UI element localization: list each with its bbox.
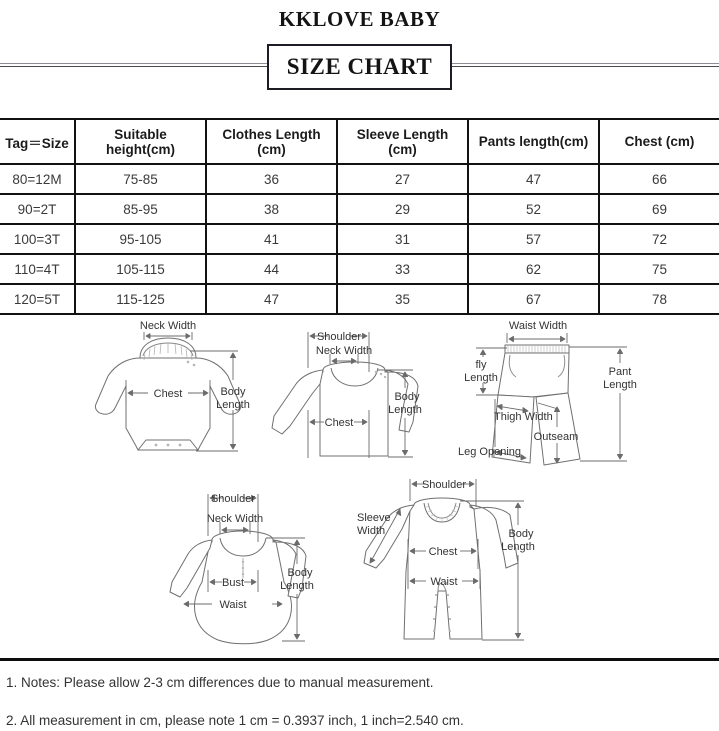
cell-pants-length: 47	[468, 164, 599, 194]
cell-suitable-height: 115-125	[75, 284, 206, 314]
dress-label-waist: Waist	[219, 599, 247, 611]
cell-suitable-height: 105-115	[75, 254, 206, 284]
table-body	[0, 164, 719, 314]
cell-clothes-length: 41	[206, 224, 337, 254]
decorative-rule-right	[450, 63, 719, 70]
column-header-pants-length: Pants length(cm)	[468, 119, 599, 164]
shirt-label-shoulder: Shoulder	[316, 331, 362, 343]
cell-sleeve-length: 31	[337, 224, 468, 254]
onesie-label-neck-width: Neck Width	[139, 320, 197, 332]
cell-sleeve-length: 35	[337, 284, 468, 314]
romper-label-sleeve: Sleeve	[357, 512, 391, 524]
cell-chest: 78	[599, 284, 719, 314]
footer-divider	[0, 658, 719, 661]
table-row	[0, 164, 719, 194]
dress-label-bust: Bust	[221, 577, 245, 589]
cell-tag-size: 80=12M	[0, 164, 75, 194]
table-row	[0, 224, 719, 254]
size-table	[0, 118, 719, 315]
cell-tag-size: 100=3T	[0, 224, 75, 254]
column-header-chest: Chest (cm)	[599, 119, 719, 164]
pants-label-fly: fly	[475, 359, 487, 371]
shirt-label-neck-width: Neck Width	[315, 345, 373, 357]
page-title: SIZE CHART	[286, 54, 433, 79]
brand-title: KKLOVE BABY	[278, 7, 441, 31]
footer-notes	[0, 662, 719, 729]
cell-suitable-height: 95-105	[75, 224, 206, 254]
cell-pants-length: 67	[468, 284, 599, 314]
footer-note-1: 1. Notes: Please allow 2-3 cm differences due to manual measurement.	[6, 675, 434, 690]
size-table-container	[0, 118, 719, 315]
cell-clothes-length: 47	[206, 284, 337, 314]
size-chart-title-box	[267, 44, 452, 90]
dress-label-length: Length	[280, 580, 314, 592]
column-header-tag-size: Tag＝Size	[0, 119, 75, 164]
long-sleeve-shirt-diagram	[268, 318, 448, 478]
pants-label-outseam: Outseam	[533, 431, 579, 443]
cell-clothes-length: 38	[206, 194, 337, 224]
onesie-label-length: Length	[216, 399, 250, 411]
cell-chest: 66	[599, 164, 719, 194]
column-header-sleeve-length: Sleeve Length (cm)	[337, 119, 468, 164]
romper-label-length: Length	[501, 541, 535, 553]
table-header-row	[0, 119, 719, 164]
cell-sleeve-length: 33	[337, 254, 468, 284]
shirt-label-body: Body	[394, 391, 420, 403]
cell-pants-length: 52	[468, 194, 599, 224]
cell-sleeve-length: 27	[337, 164, 468, 194]
shirt-label-chest: Chest	[324, 417, 354, 429]
cell-tag-size: 110=4T	[0, 254, 75, 284]
table-header	[0, 119, 719, 164]
pants-label-thigh-width: Thigh Width	[494, 411, 553, 423]
onesie-label-chest: Chest	[153, 388, 183, 400]
cell-suitable-height: 85-95	[75, 194, 206, 224]
cell-tag-size: 90=2T	[0, 194, 75, 224]
table-row	[0, 254, 719, 284]
decorative-rule-left	[0, 63, 272, 70]
dress-label-neck-width: Neck Width	[206, 513, 264, 525]
shirt-label-length: Length	[388, 404, 422, 416]
cell-chest: 69	[599, 194, 719, 224]
dress-label-shoulder: Shoulder	[210, 493, 256, 505]
column-header-clothes-length: Clothes Length (cm)	[206, 119, 337, 164]
cell-chest: 72	[599, 224, 719, 254]
table-row	[0, 284, 719, 314]
dress-label-body: Body	[287, 567, 313, 579]
cell-pants-length: 62	[468, 254, 599, 284]
cell-sleeve-length: 29	[337, 194, 468, 224]
cell-suitable-height: 75-85	[75, 164, 206, 194]
pants-label-pant-length: Length	[603, 379, 637, 391]
romper-label-chest: Chest	[428, 546, 458, 558]
cell-chest: 75	[599, 254, 719, 284]
footer-note-2: 2. All measurement in cm, please note 1 cm = 0.3937 inch, 1 inch=2.540 cm.	[6, 713, 464, 729]
pants-diagram	[452, 315, 652, 480]
romper-label-sleeve-width: Width	[357, 525, 386, 537]
dress-diagram	[160, 478, 350, 653]
pants-label-fly-length: Length	[464, 372, 498, 384]
onesie-label-body: Body	[220, 386, 246, 398]
cell-clothes-length: 44	[206, 254, 337, 284]
romper-diagram	[352, 471, 567, 656]
romper-label-shoulder: Shoulder	[421, 479, 467, 491]
pants-label-waist-width: Waist Width	[508, 320, 568, 332]
pants-label-leg-opening: Leg Opening	[458, 446, 521, 458]
bodysuit-onesie-diagram	[78, 318, 258, 478]
measurement-diagrams	[0, 313, 719, 660]
cell-tag-size: 120=5T	[0, 284, 75, 314]
romper-label-waist: Waist	[430, 576, 458, 588]
table-row	[0, 194, 719, 224]
romper-label-body: Body	[508, 528, 534, 540]
cell-pants-length: 57	[468, 224, 599, 254]
column-header-suitable-height: Suitable height(cm)	[75, 119, 206, 164]
cell-clothes-length: 36	[206, 164, 337, 194]
chart-header	[0, 0, 719, 100]
pants-label-pant: Pant	[608, 366, 632, 378]
